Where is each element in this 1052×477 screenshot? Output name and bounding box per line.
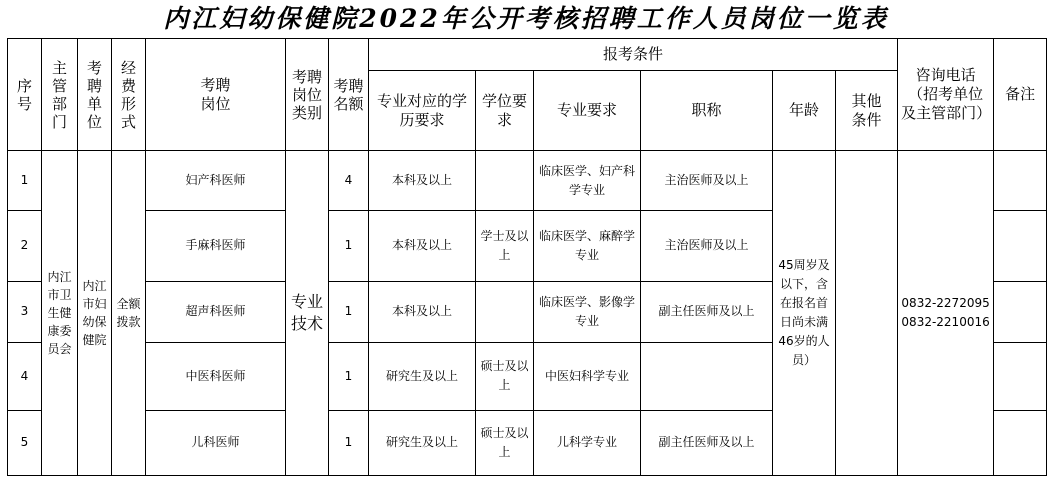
header-remark: 备注: [994, 39, 1047, 151]
cell-unit: 内江市妇幼保健院: [78, 151, 112, 476]
header-other: [836, 71, 898, 151]
cell-remark: [994, 151, 1047, 211]
cell-degree: 学士及以上: [476, 211, 534, 281]
cell-edu: 研究生及以上: [369, 410, 476, 475]
cell-position: 手麻科医师: [146, 211, 286, 281]
cell-quota: 4: [329, 151, 369, 211]
cell-quota: 1: [329, 410, 369, 475]
cell-title: [641, 342, 773, 410]
cell-position: 妇产科医师: [146, 151, 286, 211]
cell-dept: 内江市卫生健康委员会: [42, 151, 78, 476]
header-title: 职称: [641, 71, 773, 151]
cell-position: 儿科医师: [146, 410, 286, 475]
contact-phone-1: 0832-2272095: [901, 296, 990, 311]
cell-funding: 全额拨款: [112, 151, 146, 476]
cell-other: [836, 151, 898, 476]
cell-seq: 4: [8, 342, 42, 410]
cell-position: 中医科医师: [146, 342, 286, 410]
cell-degree: 硕士及以上: [476, 410, 534, 475]
header-age: 年龄: [773, 71, 836, 151]
cell-remark: [994, 342, 1047, 410]
cell-major: 临床医学、妇产科学专业: [534, 151, 641, 211]
header-unit: 考聘单位: [78, 39, 112, 151]
cell-title: 副主任医师及以上: [641, 281, 773, 342]
header-category: 考聘岗位类别: [286, 39, 329, 151]
cell-remark: [994, 281, 1047, 342]
cell-title: 副主任医师及以上: [641, 410, 773, 475]
cell-major: 临床医学、影像学专业: [534, 281, 641, 342]
cell-title: 主治医师及以上: [641, 151, 773, 211]
cell-quota: 1: [329, 281, 369, 342]
cell-edu: 本科及以上: [369, 211, 476, 281]
header-position-text: 考聘岗位: [200, 75, 231, 113]
table-row: [8, 151, 1047, 211]
header-seq: 序号: [8, 39, 42, 151]
cell-degree: [476, 281, 534, 342]
cell-remark: [994, 211, 1047, 281]
cell-position: 超声科医师: [146, 281, 286, 342]
cell-edu: 本科及以上: [369, 151, 476, 211]
recruitment-table: [7, 38, 1047, 476]
header-funding: 经费形式: [112, 39, 146, 151]
cell-age: 45周岁及以下，含在报名首日尚未满46岁的人员）: [773, 151, 836, 476]
header-other-text: 其他条件: [851, 91, 882, 129]
header-dept: 主管部门: [42, 39, 78, 151]
cell-contact: [898, 151, 994, 476]
cell-seq: 5: [8, 410, 42, 475]
header-contact: 咨询电话（招考单位及主管部门）: [898, 39, 994, 151]
cell-degree: 硕士及以上: [476, 342, 534, 410]
contact-phone-2: 0832-2210016: [901, 315, 990, 330]
cell-major: 儿科学专业: [534, 410, 641, 475]
cell-title: 主治医师及以上: [641, 211, 773, 281]
header-major: 专业要求: [534, 71, 641, 151]
cell-category: 专业技术: [286, 151, 329, 476]
page-title: 内江妇幼保健院2022年公开考核招聘工作人员岗位一览表: [163, 4, 889, 33]
header-edu: 专业对应的学历要求: [369, 71, 476, 151]
header-position: [146, 39, 286, 151]
cell-major: 临床医学、麻醉学专业: [534, 211, 641, 281]
cell-major: 中医妇科学专业: [534, 342, 641, 410]
cell-seq: 3: [8, 281, 42, 342]
cell-degree: [476, 151, 534, 211]
cell-seq: 2: [8, 211, 42, 281]
cell-remark: [994, 410, 1047, 475]
header-conditions: 报考条件: [369, 39, 898, 71]
cell-quota: 1: [329, 342, 369, 410]
cell-edu: 研究生及以上: [369, 342, 476, 410]
header-degree: 学位要求: [476, 71, 534, 151]
header-quota: 考聘名额: [329, 39, 369, 151]
cell-edu: 本科及以上: [369, 281, 476, 342]
cell-seq: 1: [8, 151, 42, 211]
cell-quota: 1: [329, 211, 369, 281]
